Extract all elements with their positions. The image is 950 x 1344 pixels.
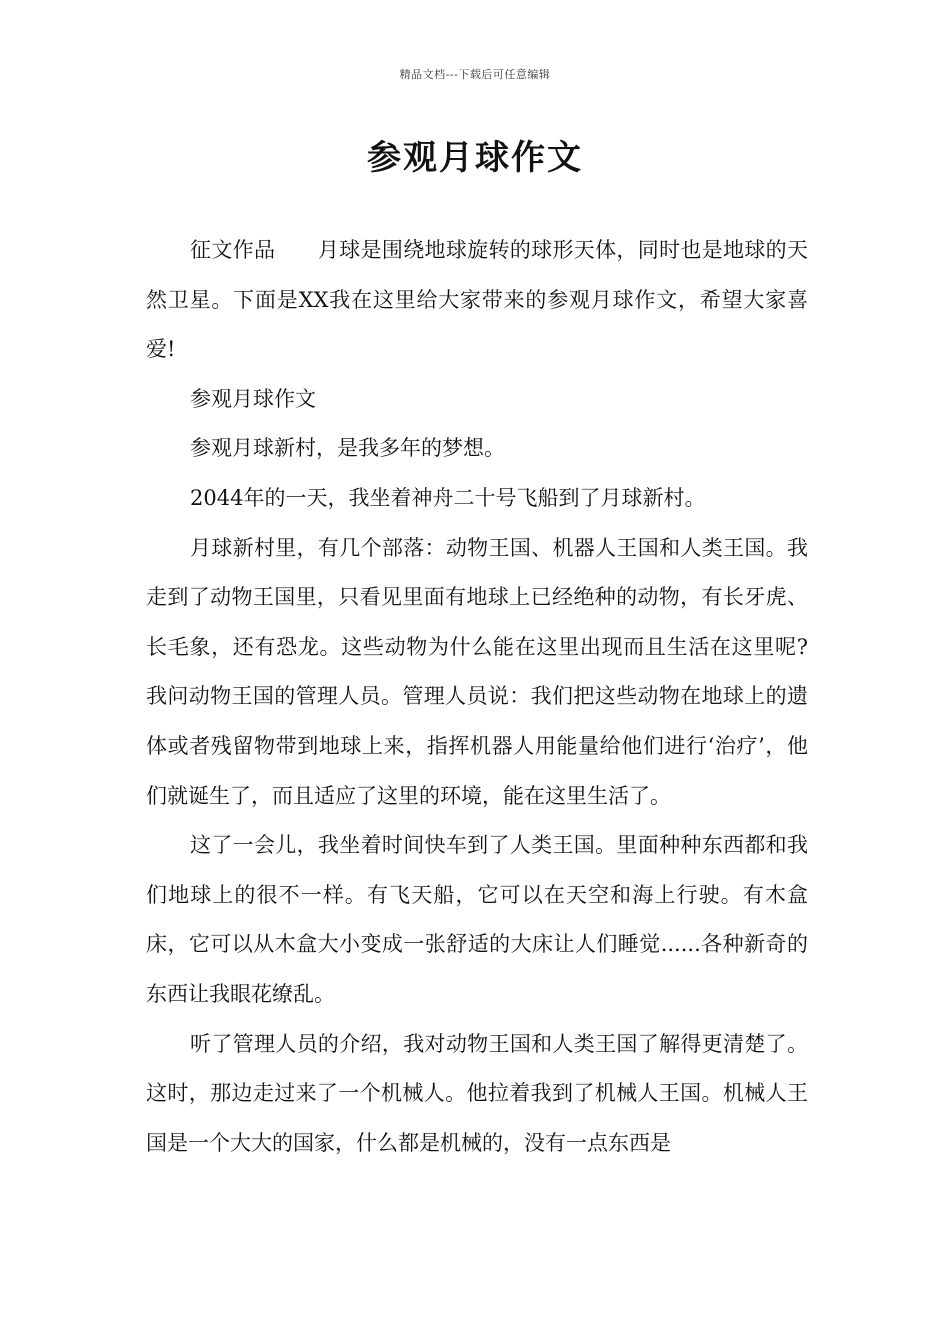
paragraph: 听了管理人员的介绍，我对动物王国和人类王国了解得更清楚了。这时，那边走过来了一个机械人。他拉着我到了机械人王国。机械人王国是一个大大的国家，什么都是机械的，没有一点东西是 — [146, 1031, 808, 1155]
paragraph: 参观月球新村，是我多年的梦想。 — [190, 436, 505, 461]
paragraph: 征文作品 月球是围绕地球旋转的球形天体，同时也是地球的天然卫星。下面是XX我在这里给大家带来的参观月球作文，希望大家喜爱! — [146, 238, 808, 362]
document-body — [146, 226, 808, 1168]
paragraph: 月球新村里，有几个部落：动物王国、机器人王国和人类王国。我走到了动物王国里，只看见里面有地球上已经绝种的动物，有长牙虎、长毛象，还有恐龙。这些动物为什么能在这里出现而且生活在这里呢?我问动物王国的管理人员。管理人员说：我们把这些动物在地球上的遗体或者残留物带到地球上来，指挥机器人用能量给他们进行‘治疗’，他们就诞生了，而且适应了这里的环境，能在这里生活了。 — [146, 535, 808, 808]
paragraph: 参观月球作文 — [190, 386, 316, 411]
page-header: 精品文档---下载后可任意编辑 — [399, 68, 551, 81]
paragraph: 2044年的一天，我坐着神舟二十号飞船到了月球新村。 — [190, 485, 706, 510]
paragraph: 这了一会儿，我坐着时间快车到了人类王国。里面种种东西都和我们地球上的很不一样。有飞天船，它可以在天空和海上行驶。有木盒床，它可以从木盒大小变成一张舒适的大床让人们睡觉......各种新奇的东西让我眼花缭乱。 — [146, 833, 808, 1006]
document-title: 参观月球作文 — [367, 138, 583, 178]
